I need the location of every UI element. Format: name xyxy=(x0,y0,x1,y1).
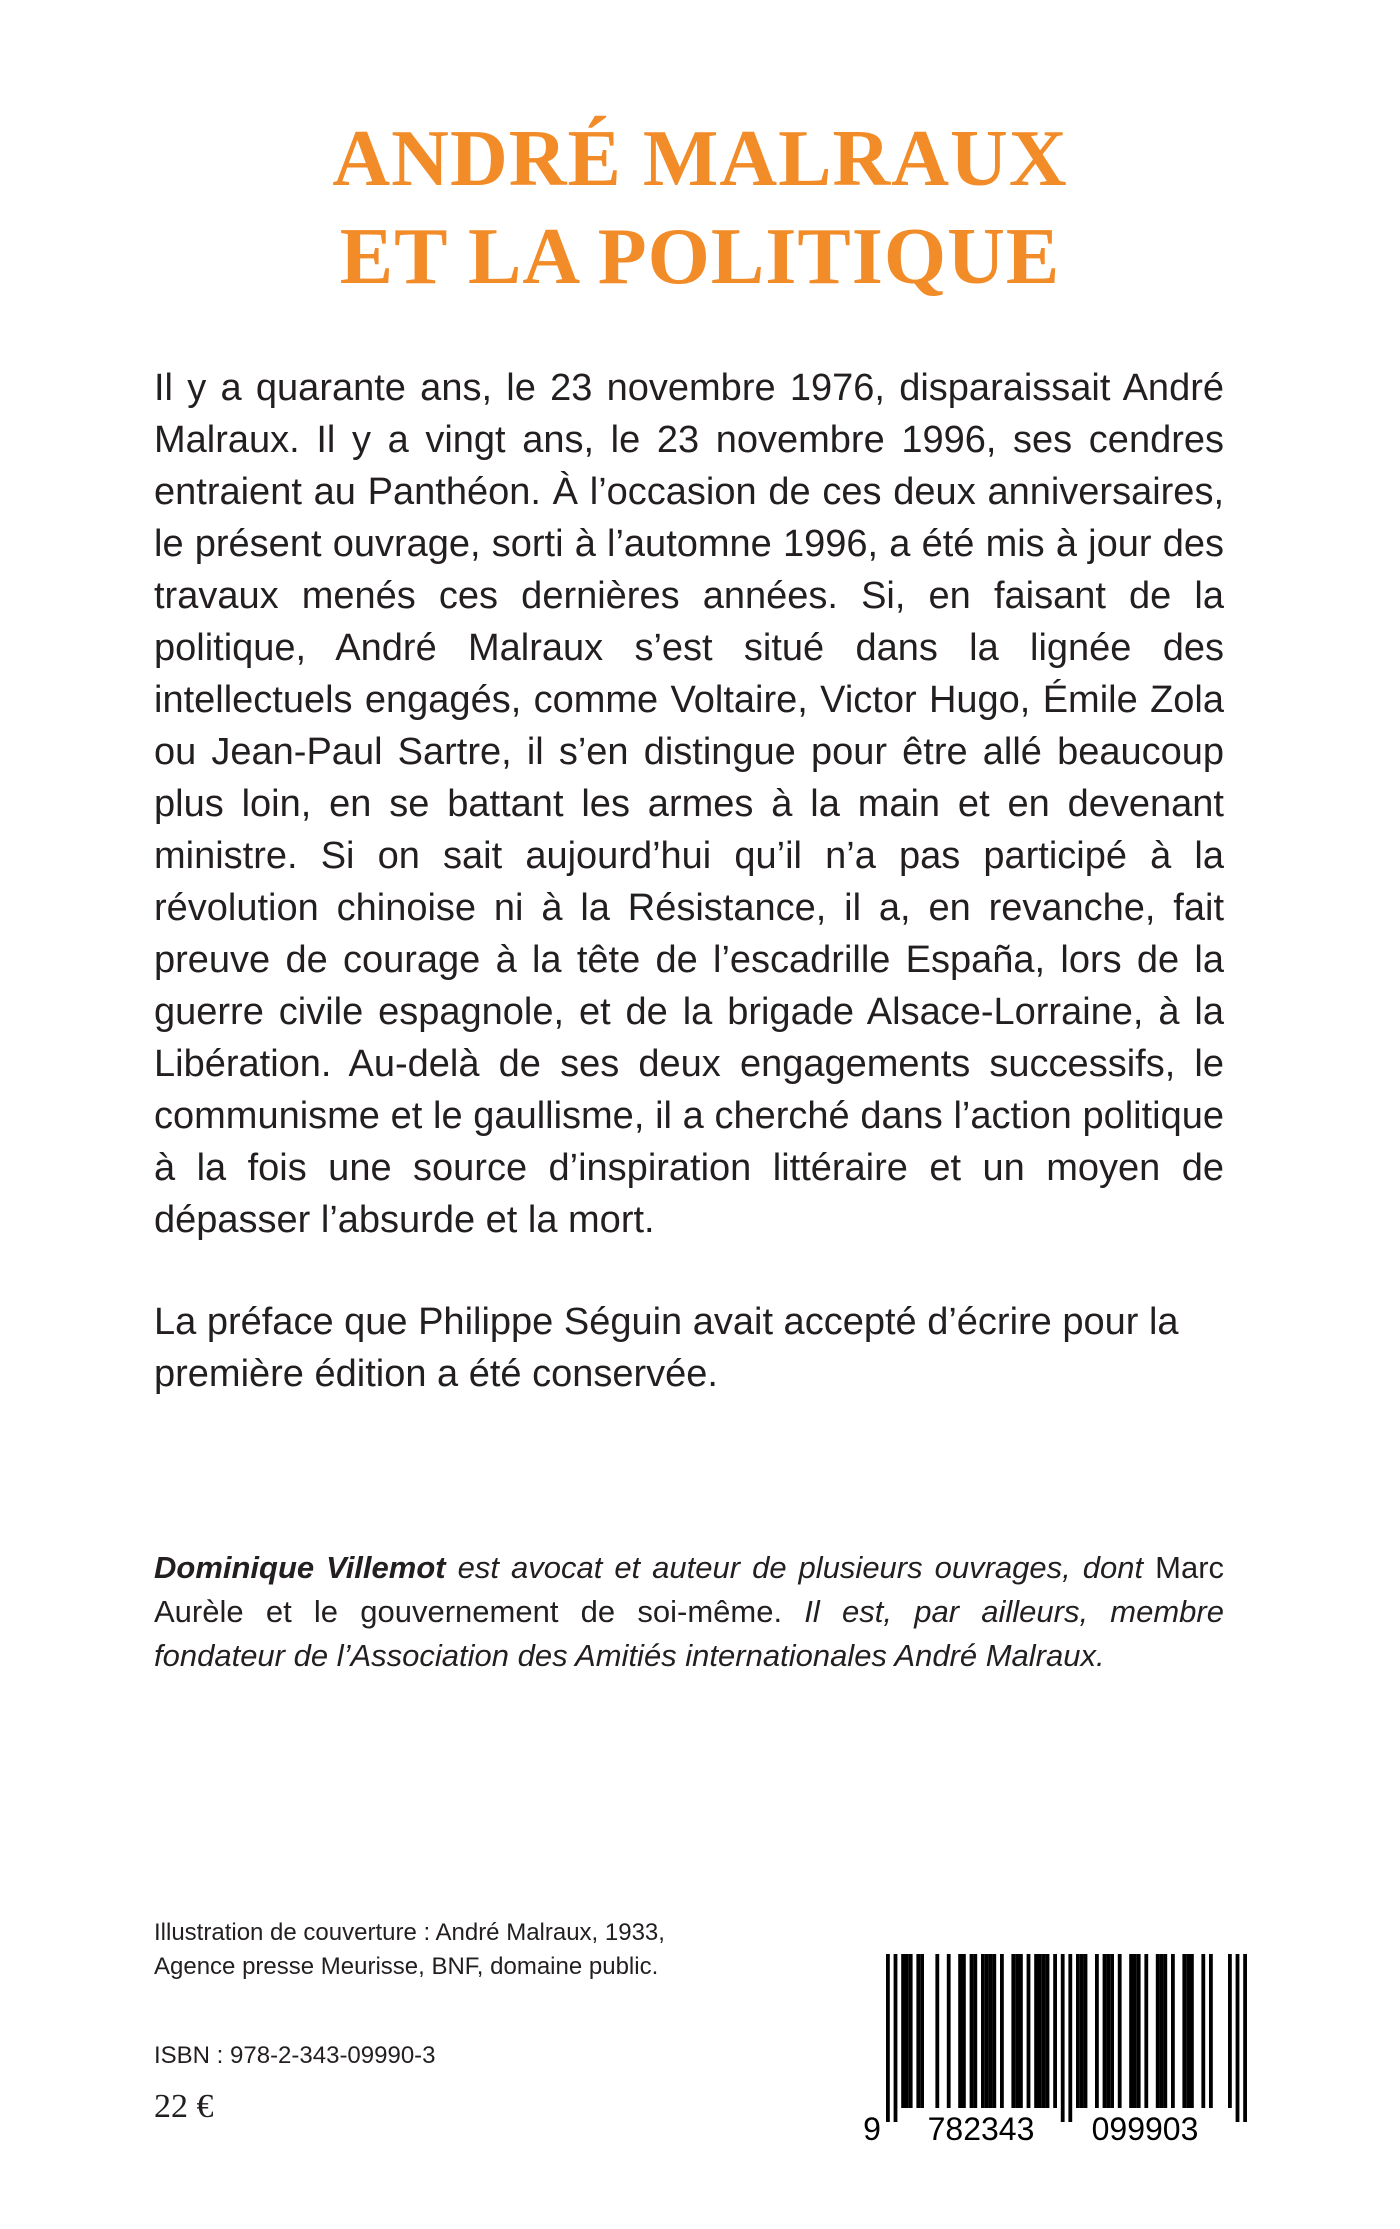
barcode-bar xyxy=(1137,1954,1141,2108)
barcode-bar xyxy=(1095,1954,1099,2108)
barcode-bar xyxy=(886,1954,890,2122)
barcode-bar xyxy=(1186,1954,1190,2108)
author-bio-text-2: Il est, par ailleurs, membre fondateur de l’Association des Amitiés internationales André Malraux. xyxy=(154,1594,1224,1673)
barcode-bar xyxy=(1182,1954,1186,2108)
barcode-bar xyxy=(970,1954,974,2108)
barcode-right-digits: 099903 xyxy=(1091,2111,1199,2147)
credit-line-1: Illustration de couverture : André Malraux, 1933, xyxy=(154,1919,665,1946)
barcode-bar xyxy=(1103,1954,1107,2108)
barcode-left-digits: 782343 xyxy=(927,2111,1035,2147)
barcode-bar xyxy=(1201,1954,1205,2108)
barcode-bar xyxy=(1243,1954,1247,2122)
barcode-bar xyxy=(1171,1954,1175,2108)
book-title-line-2: ET LA POLITIQUE xyxy=(339,213,1061,301)
barcode-bar xyxy=(1034,1954,1038,2108)
credit-line-2: Agence presse Meurisse, BNF, domaine public. xyxy=(154,1953,659,1980)
book-title-line-1: ANDRÉ MALRAUX xyxy=(332,115,1068,203)
blurb-preface-paragraph: La préface que Philippe Séguin avait accepté d’écrire pour la première édition a été conservée. xyxy=(154,1301,1179,1395)
barcode-bar xyxy=(1080,1954,1084,2108)
author-bio xyxy=(154,1546,1224,1678)
barcode-bar xyxy=(1228,1954,1232,2108)
barcode-bar xyxy=(1061,1954,1065,2122)
barcode-bar xyxy=(901,1954,905,2108)
barcode-bar xyxy=(1236,1954,1240,2122)
barcode-bar xyxy=(1053,1954,1057,2108)
barcode-bars xyxy=(886,1954,1247,2122)
barcode xyxy=(860,1950,1260,2148)
barcode-bar xyxy=(916,1954,920,2108)
barcode-bar xyxy=(1209,1954,1213,2108)
barcode-bar xyxy=(1160,1954,1164,2108)
barcode-bar xyxy=(1190,1954,1194,2108)
barcode-bar xyxy=(962,1954,966,2108)
barcode-bar xyxy=(1027,1954,1031,2108)
author-work-title: Marc Aurèle et le gouvernement de soi-même. xyxy=(154,1550,1225,1629)
barcode-bar xyxy=(992,1954,996,2108)
blurb-main-paragraph: Il y a quarante ans, le 23 novembre 1976, disparaissait André Malraux. Il y a vingt ans, le 23 novembre 1996, ses cendres entraient au Panthéon. À l’occasion de ces deux anniversaires, le présent ouvrage, sorti à l’automne 1996, a été mis à jour des travaux menés ces dernières années. Si, en faisant de la politique, André Malraux s’est situé dans la lignée des intellectuels engagés, comme Voltaire, Victor Hugo, Émile Zola ou Jean-Paul Sartre, il s’en distingue pour être allé beaucoup plus loin, en se battant les armes à la main et en devenant ministre. Si on sait aujourd’hui qu’il n’a pas participé à la révolution chinoise ni à la Résistance, il a, en revanche, fait preuve de courage à la tête de l’escadrille España, lors de la guerre civile espagnole, et de la brigade Alsace-Lorraine, à la Libération. Au-delà de ses deux engagements successifs, le communisme et le gaullisme, il a cherché dans l’action politique à la fois une source d’inspiration littéraire et un moyen de dépasser l’absurde et la mort. xyxy=(154,367,1224,1241)
barcode-bar xyxy=(909,1954,913,2108)
barcode-bar xyxy=(935,1954,939,2108)
barcode-bar xyxy=(1084,1954,1088,2108)
barcode-graphic xyxy=(860,1950,1260,2148)
barcode-bar xyxy=(973,1954,977,2108)
author-bio-text-1: est avocat et auteur de plusieurs ouvrages, dont xyxy=(445,1550,1156,1585)
barcode-bar xyxy=(905,1954,909,2108)
barcode-bar xyxy=(1106,1954,1110,2108)
barcode-bar xyxy=(1110,1954,1114,2108)
barcode-bar xyxy=(958,1954,962,2108)
barcode-bar xyxy=(1038,1954,1042,2108)
barcode-bar xyxy=(1015,1954,1019,2108)
barcode-first-digit: 9 xyxy=(863,2111,881,2147)
barcode-bar xyxy=(1133,1954,1137,2108)
barcode-bar xyxy=(1118,1954,1122,2108)
barcode-bar xyxy=(985,1954,989,2108)
barcode-bar xyxy=(1068,1954,1072,2122)
barcode-bar xyxy=(1000,1954,1004,2108)
barcode-bar xyxy=(947,1954,951,2108)
barcode-bar xyxy=(1144,1954,1148,2108)
barcode-bar xyxy=(1046,1954,1050,2108)
barcode-bar xyxy=(1163,1954,1167,2108)
barcode-bar xyxy=(1019,1954,1023,2108)
author-name: Dominique Villemot xyxy=(154,1550,446,1585)
cover-illustration-credit xyxy=(154,1916,794,1984)
barcode-bar xyxy=(1156,1954,1160,2108)
isbn: ISBN : 978-2-343-09990-3 xyxy=(154,2042,436,2069)
price: 22 € xyxy=(154,2088,214,2125)
barcode-bar xyxy=(1129,1954,1133,2108)
barcode-bar xyxy=(989,1954,993,2108)
barcode-bar xyxy=(1076,1954,1080,2108)
barcode-bar xyxy=(894,1954,898,2122)
barcode-bar xyxy=(1042,1954,1046,2108)
book-title xyxy=(0,110,1400,306)
barcode-bar xyxy=(981,1954,985,2108)
barcode-bar xyxy=(1011,1954,1015,2108)
barcode-bar xyxy=(920,1954,924,2108)
